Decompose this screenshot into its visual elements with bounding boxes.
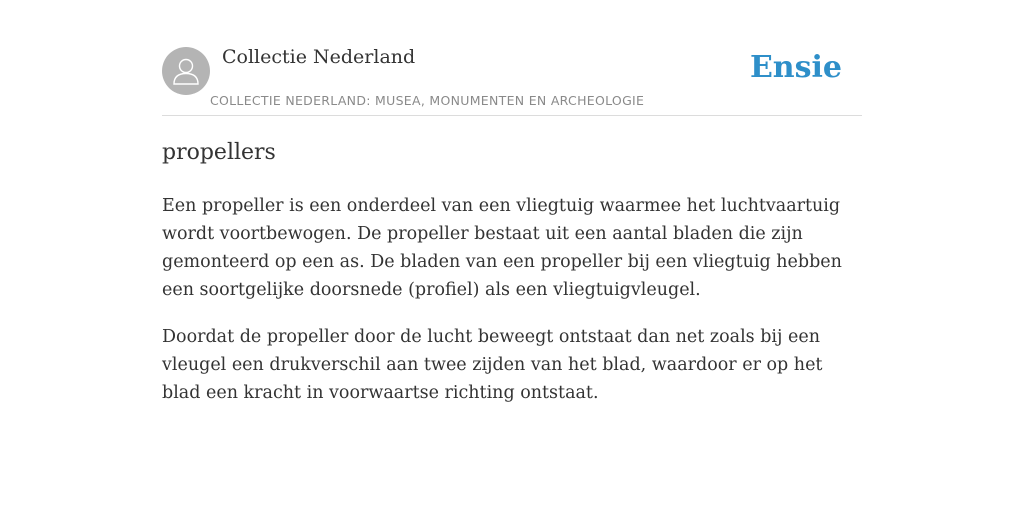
page-header: [162, 40, 862, 116]
author-subtitle: COLLECTIE NEDERLAND: MUSEA, MONUMENTEN EN ARCHEOLOGIE: [210, 93, 645, 108]
ensie-logo[interactable]: Ensie: [749, 50, 842, 85]
author-name[interactable]: Collectie Nederland: [222, 46, 416, 68]
entry-title: propellers: [162, 140, 276, 165]
user-icon: [162, 47, 210, 95]
entry-paragraph: Doordat de propeller door de lucht beweegt ontstaat dan net zoals bij een vleugel een drukverschil aan twee zijden van het blad, waardoor er op het blad een kracht in voorwaartse richting ontstaat.: [162, 327, 823, 403]
avatar[interactable]: [162, 47, 210, 95]
entry-content: [162, 192, 862, 426]
entry-paragraph: Een propeller is een onderdeel van een vliegtuig waarmee het luchtvaartuig wordt voortbewogen. De propeller bestaat uit een aantal bladen die zijn gemonteerd op een as. De bladen van een propeller bij een vliegtuig hebben een soortgelijke doorsnede (profiel) als een vliegtuigvleugel.: [162, 196, 842, 300]
